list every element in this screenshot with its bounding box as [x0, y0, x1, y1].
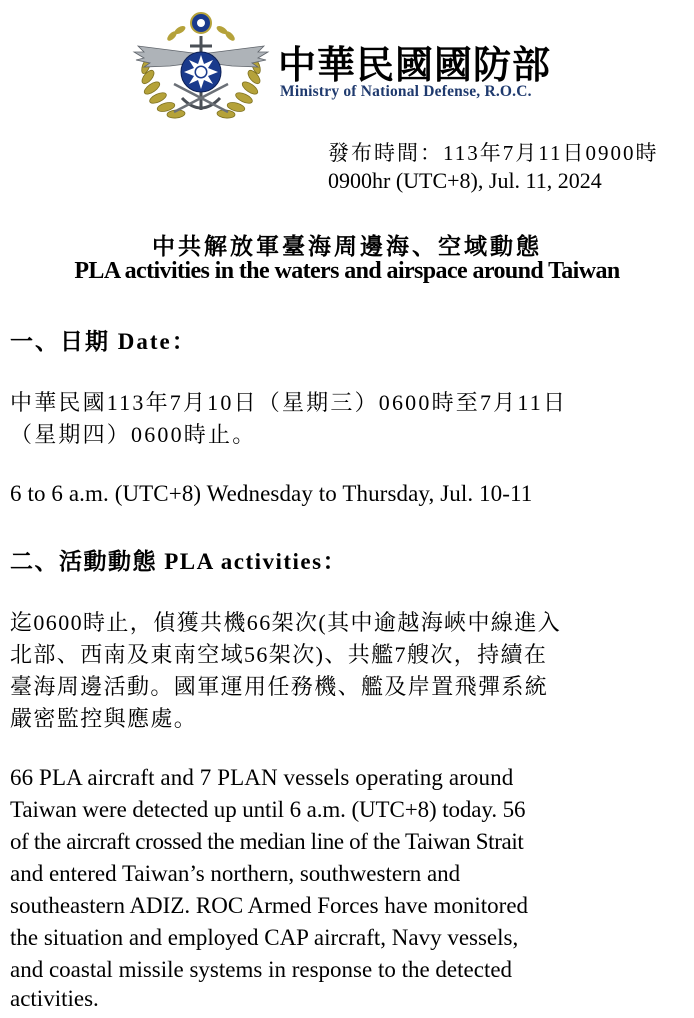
release-time-english: 0900hr (UTC+8), Jul. 11, 2024 [328, 168, 602, 193]
activities-english-line-8: activities. [10, 986, 99, 1011]
title-english: PLA activities in the waters and airspace around Taiwan [74, 258, 620, 284]
title-chinese: 中共解放軍臺海周邊海、空域動態 [152, 234, 542, 259]
ministry-name-english: Ministry of National Defense, R.O.C. [280, 83, 532, 100]
date-chinese-line-1: 中華民國113年7月10日（星期三）0600時至7月11日 [10, 390, 568, 415]
activities-chinese-line-2: 北部、西南及東南空域56架次)、共艦7艘次，持續在 [10, 642, 548, 667]
date-english: 6 to 6 a.m. (UTC+8) Wednesday to Thursday, Jul. 10-11 [10, 481, 533, 506]
date-section-heading: 一、日期 Date： [10, 329, 197, 354]
activities-section-heading: 二、活動動態 PLA activities： [10, 549, 348, 574]
activities-english-line-7: and coastal missile systems in response to the detected [10, 957, 513, 982]
date-chinese-line-2: （星期四）0600時止。 [10, 422, 257, 447]
ministry-header [130, 6, 580, 124]
activities-english-line-3: of the aircraft crossed the median line of the Taiwan Strait [10, 829, 524, 854]
activities-chinese-line-3: 臺海周邊活動。國軍運用任務機、艦及岸置飛彈系統 [10, 674, 549, 699]
activities-chinese-line-4: 嚴密監控與應處。 [10, 706, 198, 731]
activities-english-line-4: and entered Taiwan’s northern, southwestern and [10, 861, 461, 886]
activities-english-line-5: southeastern ADIZ. ROC Armed Forces have monitored [10, 893, 529, 918]
activities-english-line-1: 66 PLA aircraft and 7 PLAN vessels operating around [10, 765, 514, 790]
activities-english-line-2: Taiwan were detected up until 6 a.m. (UTC+8) today. 56 [10, 797, 526, 822]
release-time-chinese: 發布時間：113年7月11日0900時 [328, 141, 659, 165]
ministry-name-chinese: 中華民國國防部 [278, 43, 552, 87]
activities-english-line-6: the situation and employed CAP aircraft, Navy vessels, [10, 925, 519, 950]
mnd-emblem-icon [130, 6, 272, 124]
activities-chinese-line-1: 迄0600時止，偵獲共機66架次(其中逾越海峽中線進入 [10, 610, 562, 635]
